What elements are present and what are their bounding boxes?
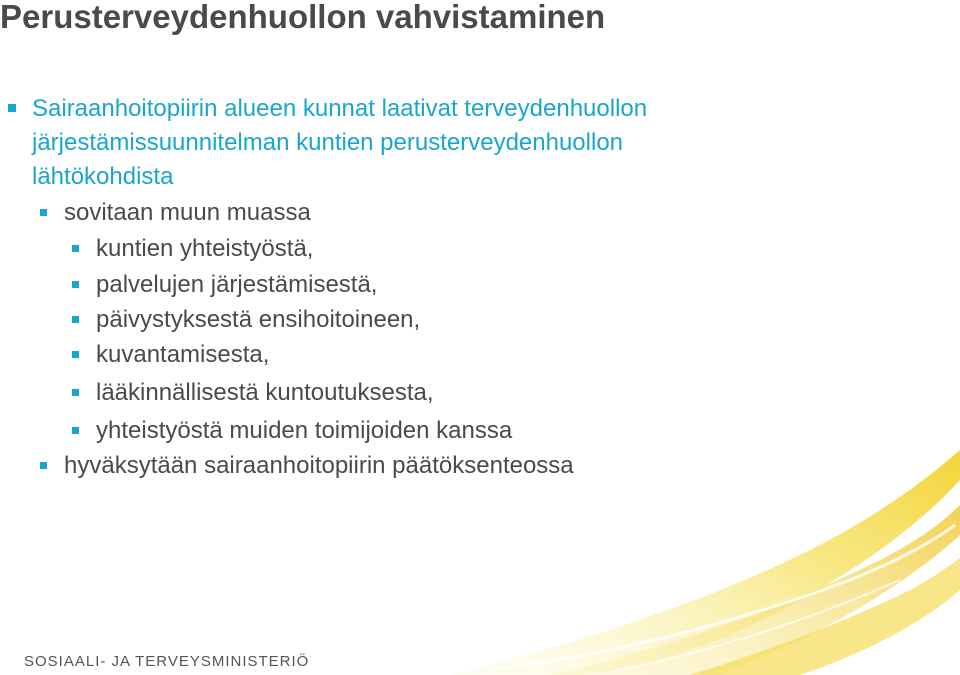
bullet-text: sovitaan muun muassa bbox=[64, 199, 311, 226]
bullet-text-line: järjestämissuunnitelman kuntien perusterveydenhuollon bbox=[32, 129, 624, 156]
bullet-item bbox=[96, 268, 377, 302]
bullet-item bbox=[96, 376, 434, 410]
bullet-item bbox=[96, 338, 269, 372]
bullet-text: päivystyksestä ensihoitoineen, bbox=[96, 306, 421, 333]
slide-title: Perusterveydenhuollon vahvistaminen bbox=[0, 0, 606, 35]
bullet-square-icon bbox=[72, 245, 79, 252]
bullet-text-line: lähtökohdista bbox=[32, 163, 174, 190]
ministry-logo: SOSIAALI- JA TERVEYSMINISTERIÖ bbox=[24, 653, 310, 670]
bullet-square-icon bbox=[72, 427, 79, 434]
bullet-text: kuntien yhteistyöstä, bbox=[96, 235, 314, 262]
bullet-continuation bbox=[32, 126, 623, 160]
bullet-text: yhteistyöstä muiden toimijoiden kanssa bbox=[96, 417, 513, 444]
bullet-text-line: Sairaanhoitopiirin alueen kunnat laativat terveydenhuollon bbox=[32, 95, 648, 122]
bullet-square-icon bbox=[40, 209, 47, 216]
bullet-square-icon bbox=[8, 104, 16, 112]
bullet-square-icon bbox=[72, 316, 79, 323]
bullet-square-icon bbox=[40, 462, 47, 469]
bullet-item bbox=[32, 92, 647, 126]
bullet-square-icon bbox=[72, 351, 79, 358]
bullet-text: lääkinnällisestä kuntoutuksesta, bbox=[96, 379, 434, 406]
bullet-item bbox=[96, 303, 420, 337]
bullet-item bbox=[96, 232, 313, 266]
bullet-continuation bbox=[32, 160, 173, 194]
bullet-text: kuvantamisesta, bbox=[96, 341, 270, 368]
bullet-item bbox=[64, 196, 311, 230]
bullet-text: palvelujen järjestämisestä, bbox=[96, 271, 378, 298]
bullet-square-icon bbox=[72, 281, 79, 288]
bullet-square-icon bbox=[72, 389, 79, 396]
decorative-swoosh bbox=[430, 440, 960, 675]
bullet-text: hyväksytään sairaanhoitopiirin päätöksenteossa bbox=[64, 452, 574, 479]
